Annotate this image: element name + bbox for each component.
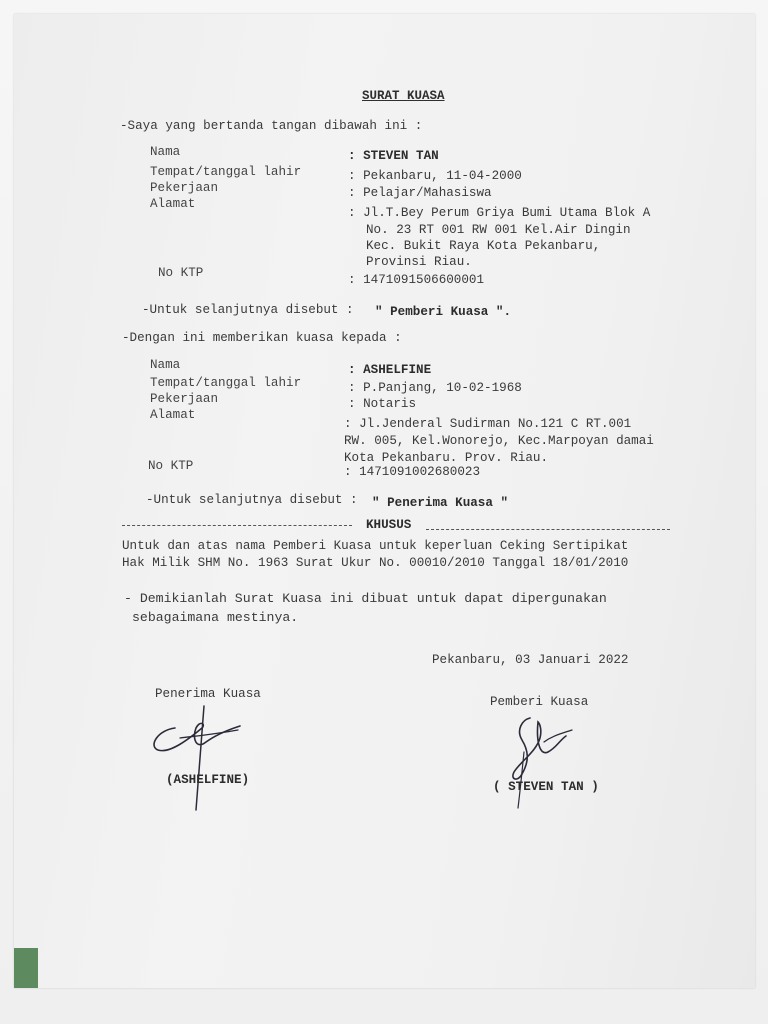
closing-line-2: sebagaimana mestinya. bbox=[132, 610, 299, 625]
signature-right-role: Pemberi Kuasa bbox=[490, 695, 589, 709]
transfer-intro-line: -Dengan ini memberikan kuasa kepada : bbox=[122, 331, 402, 345]
grantor-ktp-value: : 1471091506600001 bbox=[348, 273, 485, 287]
grantee-alias-name: " Penerima Kuasa " bbox=[372, 496, 509, 510]
document-title: SURAT KUASA bbox=[362, 89, 445, 103]
grantor-address-line-4: Provinsi Riau. bbox=[366, 255, 472, 269]
signature-left-name: (ASHELFINE) bbox=[166, 773, 250, 787]
divider-left bbox=[122, 525, 352, 526]
grantee-job-label: Pekerjaan bbox=[150, 392, 219, 406]
grantee-ktp-value: : 1471091002680023 bbox=[344, 465, 481, 479]
grantor-alias-name: " Pemberi Kuasa ". bbox=[375, 305, 512, 319]
grantor-name-value: : STEVEN TAN bbox=[348, 149, 439, 163]
grantee-name-value: : ASHELFINE bbox=[348, 363, 432, 377]
special-line-2: Hak Milik SHM No. 1963 Surat Ukur No. 00010/2010 Tanggal 18/01/2010 bbox=[122, 556, 629, 570]
divider-right bbox=[426, 529, 670, 530]
intro-line: -Saya yang bertanda tangan dibawah ini : bbox=[120, 119, 423, 133]
grantor-address-line-1: : Jl.T.Bey Perum Griya Bumi Utama Blok A bbox=[348, 206, 651, 220]
signature-left-scribble bbox=[140, 698, 250, 818]
grantor-ktp-label: No KTP bbox=[158, 266, 204, 280]
grantee-ktp-label: No KTP bbox=[148, 459, 194, 473]
grantor-name-label: Nama bbox=[150, 145, 181, 159]
grantor-address-line-2: No. 23 RT 001 RW 001 Kel.Air Dingin bbox=[366, 223, 631, 237]
grantee-address-line-3: Kota Pekanbaru. Prov. Riau. bbox=[344, 451, 549, 465]
grantee-birth-value: : P.Panjang, 10-02-1968 bbox=[348, 381, 522, 395]
grantee-job-value: : Notaris bbox=[348, 397, 417, 411]
grantee-birth-label: Tempat/tanggal lahir bbox=[150, 376, 302, 390]
grantee-address-line-1: : Jl.Jenderal Sudirman No.121 C RT.001 bbox=[344, 417, 632, 431]
grantor-job-value: : Pelajar/Mahasiswa bbox=[348, 186, 492, 200]
place-date: Pekanbaru, 03 Januari 2022 bbox=[432, 653, 629, 667]
grantee-alias-prefix: -Untuk selanjutnya disebut : bbox=[146, 493, 358, 507]
signature-right-scribble bbox=[500, 712, 580, 812]
special-heading: KHUSUS bbox=[366, 518, 412, 532]
signature-left-role: Penerima Kuasa bbox=[155, 687, 261, 701]
grantor-address-line-3: Kec. Bukit Raya Kota Pekanbaru, bbox=[366, 239, 601, 253]
grantee-address-label: Alamat bbox=[150, 408, 196, 422]
grantor-job-label: Pekerjaan bbox=[150, 181, 219, 195]
special-line-1: Untuk dan atas nama Pemberi Kuasa untuk keperluan Ceking Sertipikat bbox=[122, 539, 629, 553]
grantee-name-label: Nama bbox=[150, 358, 181, 372]
grantee-address-line-2: RW. 005, Kel.Wonorejo, Kec.Marpoyan damai bbox=[344, 434, 654, 448]
grantor-birth-label: Tempat/tanggal lahir bbox=[150, 165, 302, 179]
grantor-alias-prefix: -Untuk selanjutnya disebut : bbox=[142, 303, 354, 317]
signature-right-name: ( STEVEN TAN ) bbox=[493, 780, 599, 794]
grantor-address-label: Alamat bbox=[150, 197, 196, 211]
grantor-birth-value: : Pekanbaru, 11-04-2000 bbox=[348, 169, 522, 183]
closing-line-1: - Demikianlah Surat Kuasa ini dibuat untuk dapat dipergunakan bbox=[124, 591, 607, 606]
